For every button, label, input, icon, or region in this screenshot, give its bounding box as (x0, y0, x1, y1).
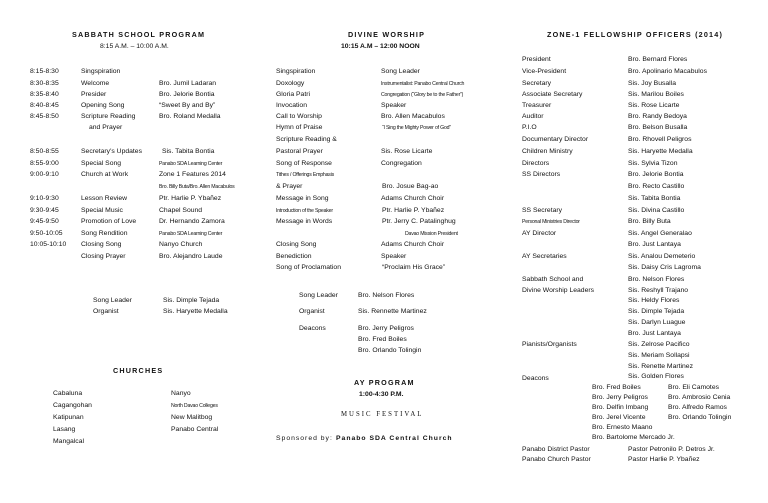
dw-row-item: Closing Song (276, 241, 317, 248)
ss-organist-label: Organist (93, 308, 119, 315)
dw-row-person: Bro. Allen Macabulos (381, 113, 445, 120)
officer-role: Secretary (522, 80, 552, 87)
ss-row-time: 8:40-8:45 (30, 102, 59, 109)
ss-row-person: Panabo SDA Learning Center (159, 161, 223, 167)
church-name: Katipunan (53, 414, 84, 421)
officer-deacon-name: Bro. Eli Camotes (668, 384, 719, 391)
officer-deacon-name: Bro. Jerry Peligros (592, 394, 648, 401)
dw-row-person: Adams Church Choir (381, 241, 445, 248)
officer-name: Sis. Rose Licarte (628, 102, 680, 109)
ss-row-time: 9:10-9:30 (30, 195, 59, 202)
ss-row-item: and Prayer (89, 124, 123, 131)
church-pastor-name: Pastor Harlie P. Ybañez (628, 456, 700, 463)
dw-row-item: Tithes / Offerings Emphasis (276, 172, 335, 178)
officer-deacon-name: Bro. Bartolome Mercado Jr. (592, 434, 675, 441)
ss-row-person: Bro. Roland Medalla (159, 113, 221, 120)
officer-name: Sis. Dimple Tejada (628, 308, 685, 315)
officer-name: Bro. Apolinario Macabulos (628, 68, 707, 75)
ss-row-item: Special Music (81, 207, 123, 214)
officer-deacon-name: Bro. Alfredo Ramos (668, 404, 727, 411)
dw-row-person: Congregation (381, 160, 422, 167)
dw-row-person: Speaker (381, 253, 407, 260)
officer-role: Personal Ministries Director (522, 219, 580, 225)
officer-deacon-name: Bro. Ambrosio Cenia (668, 394, 731, 401)
officer-name: Sis. Analou Demeterio (628, 253, 696, 260)
officer-name: Bro. Billy Buta (628, 218, 671, 225)
dw-row-item: Scripture Reading & (276, 136, 337, 143)
church-pastor-label: Panabo Church Pastor (522, 456, 591, 463)
divine-worship-title: DIVINE WORSHIP (348, 30, 426, 39)
officer-name: Sis. Renette Martinez (628, 363, 693, 370)
dw-row-item: Song of Proclamation (276, 264, 341, 271)
ss-row-item: Opening Song (81, 102, 125, 109)
church-name: Nanyo (171, 390, 191, 397)
dw-deacon-name: Bro. Orlando Tolingin (358, 347, 422, 354)
dw-row-item: Hymn of Praise (276, 124, 323, 131)
ss-row-item: Welcome (81, 80, 110, 87)
ss-row-time: 8:55-9:00 (30, 160, 59, 167)
ay-program-title: AY PROGRAM (354, 378, 415, 387)
dw-row-person: Congregation (“Glory be to the Father”) (381, 92, 464, 98)
sabbath-school-time: 8:15 A.M. – 10:00 A.M. (100, 43, 169, 50)
ss-song-leader-label: Song Leader (93, 297, 132, 304)
officer-role: Associate Secretary (522, 91, 583, 98)
officer-deacon-name: Bro. Ernesto Maano (592, 424, 653, 431)
ss-row-person: “Sweet By and By” (159, 102, 216, 109)
officer-name: Bro. Nelson Flores (628, 276, 685, 283)
dw-row-item: Introduction of the Speaker (276, 208, 333, 214)
off-deacons-label: Deacons (522, 375, 549, 382)
officer-name: Sis. Sylvia Tizon (628, 160, 678, 167)
ay-program-time: 1:00-4:30 P.M. (359, 391, 404, 398)
officer-name: Sis. Meriam Sollapsi (628, 352, 690, 359)
dw-row-person: Sis. Rose Licarte (381, 148, 433, 155)
officer-role: Directors (522, 160, 550, 167)
officer-role: Children Ministry (522, 148, 573, 155)
officer-deacon-name: Bro. Delfin Imbang (592, 404, 649, 411)
ss-row-item: Singspiration (81, 68, 121, 75)
ss-row-time: 9:30-9:45 (30, 207, 59, 214)
ay-event-name: MUSIC FESTIVAL (341, 411, 424, 418)
ss-row-time: 8:35-8:40 (30, 91, 59, 98)
ss-row-item: Closing Prayer (81, 253, 126, 260)
ss-row-time: 10:05-10:10 (30, 241, 67, 248)
church-name: Cabaluna (53, 390, 83, 397)
ss-row-person: Chapel Sound (159, 207, 203, 214)
officer-role: SS Directors (522, 171, 561, 178)
ss-row-person: Bro. Jumil Ladaran (159, 80, 217, 87)
officer-name: Bro. Just Lantaya (628, 330, 681, 337)
officer-name: Sis. Zelrose Pacifico (628, 341, 690, 348)
ss-row-person: Panabo SDA Learning Center (159, 231, 223, 237)
dw-row-item: Benediction (276, 253, 312, 260)
officer-deacon-name: Bro. Fred Boiles (592, 384, 641, 391)
ss-row-person: Dr. Hernando Zamora (159, 218, 225, 225)
ss-row-item: Song Rendition (81, 230, 128, 237)
dw-organist-name: Sis. Rennette Martinez (358, 308, 427, 315)
officers-title: ZONE-1 FELLOWSHIP OFFICERS (2014) (547, 30, 724, 39)
dw-row-person: Song Leader (381, 68, 420, 75)
officer-name: Sis. Heldy Flores (628, 297, 680, 304)
officer-name: Bro. Rhovell Peligros (628, 136, 692, 143)
officer-name: Sis. Tabita Bontia (628, 195, 681, 202)
officer-name: Bro. Belson Busalla (628, 124, 688, 131)
church-name: New Malitbog (171, 414, 213, 421)
officer-name: Sis. Darlyn Luague (628, 319, 686, 326)
church-name: Cagangohan (53, 402, 92, 409)
divine-worship-time: 10:15 A.M – 12:00 NOON (341, 43, 420, 50)
officer-name: Bro. Bernard Flores (628, 56, 688, 63)
dw-row-item: Invocation (276, 102, 307, 109)
dw-row-person: Ptr. Jerry C. Patalinghug (382, 218, 456, 225)
officer-name: Bro. Jelorie Bontia (628, 171, 684, 178)
ss-row-item: Closing Song (81, 241, 122, 248)
officer-name: Sis. Golden Flores (628, 373, 684, 380)
officer-role: Vice-President (522, 68, 567, 75)
dw-row-person: “Proclaim His Grace” (382, 264, 446, 271)
ss-organist-name: Sis. Haryette Medalla (163, 308, 228, 315)
ss-row-person: Ptr. Harlie P. Ybañez (159, 195, 222, 202)
officer-name: Bro. Recto Castillo (628, 183, 685, 190)
officer-role: Documentary Director (522, 136, 589, 143)
ss-row-time: 9:45-9:50 (30, 218, 59, 225)
dw-row-person: Instrumentalist: Panabo Central Church (381, 81, 465, 87)
church-name: North Davao Colleges (171, 403, 218, 409)
dw-song-leader-name: Bro. Nelson Flores (358, 292, 415, 299)
dw-row-item: Song of Response (276, 160, 332, 167)
ss-row-time: 9:50-10:05 (30, 230, 63, 237)
ss-row-person: Bro. Billy Buta/Bro. Allen Macabulos (159, 184, 235, 190)
officer-name: Sis. Joy Busalla (628, 80, 676, 87)
officer-name: Sis. Marilou Boiles (628, 91, 684, 98)
sabbath-school-title: SABBATH SCHOOL PROGRAM (72, 30, 206, 39)
dw-organist-label: Organist (299, 308, 325, 315)
dw-deacon-name: Bro. Jerry Peligros (358, 325, 414, 332)
officer-role: Treasurer (522, 102, 552, 109)
district-pastor-label: Panabo District Pastor (522, 446, 590, 453)
ss-row-item: Presider (81, 91, 107, 98)
ss-row-time: 8:45-8:50 (30, 113, 59, 120)
ss-row-time: 9:00-9:10 (30, 171, 59, 178)
dw-deacon-name: Bro. Fred Boiles (358, 336, 407, 343)
ss-row-person: Bro. Alejandro Laude (159, 253, 223, 260)
district-pastor-name: Pastor Petronilo P. Detros Jr. (628, 446, 715, 453)
churches-title: CHURCHES (113, 366, 164, 375)
officer-role: SS Secretary (522, 207, 563, 214)
officer-role: Auditor (522, 113, 544, 120)
officer-role: AY Secretaries (522, 253, 567, 260)
ay-sponsor-prefix: Sponsored by: (276, 435, 333, 442)
ss-song-leader-name: Sis. Dimple Tejada (163, 297, 220, 304)
ss-row-item: Special Song (81, 160, 122, 167)
ss-row-item: Scripture Reading (81, 113, 136, 120)
officer-deacon-name: Bro. Orlando Tolingin (668, 414, 732, 421)
dw-row-person: Ptr. Harlie P. Ybañez (382, 207, 445, 214)
church-name: Mangalcal (53, 438, 84, 445)
dw-row-item: Call to Worship (276, 113, 322, 120)
ss-row-item: Church at Work (81, 171, 129, 178)
dw-row-person: Bro. Josue Bag-ao (382, 183, 439, 190)
officer-role: Sabbath School and (522, 276, 584, 283)
ss-row-person: Zone 1 Features 2014 (159, 171, 226, 178)
ss-row-time: 8:50-8:55 (30, 148, 59, 155)
dw-row-item: Pastoral Prayer (276, 148, 323, 155)
dw-row-person: Adams Church Choir (381, 195, 445, 202)
dw-row-item: Gloria Patri (276, 91, 310, 98)
dw-row-person: Speaker (381, 102, 407, 109)
ss-row-person: Bro. Jelorie Bontia (159, 91, 215, 98)
dw-song-leader-label: Song Leader (299, 292, 338, 299)
officer-deacon-name: Bro. Jerel Vicente (592, 414, 646, 421)
church-name: Lasang (53, 426, 76, 433)
dw-row-item: Doxology (276, 80, 305, 87)
ss-row-time: 8:15-8:30 (30, 68, 59, 75)
dw-row-item: Message in Song (276, 195, 329, 202)
officer-role: Pianists/Organists (522, 341, 577, 348)
officer-role: P.I.O (522, 124, 537, 131)
officer-name: Sis. Daisy Cris Lagroma (628, 264, 701, 271)
officer-name: Bro. Randy Bedoya (628, 113, 687, 120)
dw-row-item: Singspiration (276, 68, 316, 75)
ss-row-time: 8:30-8:35 (30, 80, 59, 87)
officer-role: President (522, 56, 551, 63)
officer-name: Sis. Reshyll Trajano (628, 287, 689, 294)
ss-row-person: Sis. Tabita Bontia (162, 148, 215, 155)
officer-name: Sis. Divina Castillo (628, 207, 685, 214)
ss-row-item: Promotion of Love (81, 218, 137, 225)
ss-row-item: Secretary's Updates (81, 148, 142, 155)
dw-row-item: & Prayer (276, 183, 303, 190)
officer-name: Bro. Just Lantaya (628, 241, 681, 248)
officer-role: AY Director (522, 230, 557, 237)
officer-role: Divine Worship Leaders (522, 287, 595, 294)
ay-sponsor-name: Panabo SDA Central Church (336, 435, 453, 442)
dw-row-person: Davao Mission President (405, 231, 458, 237)
officer-name: Sis. Haryette Medalla (628, 148, 693, 155)
dw-row-person: “I Sing the Mighty Power of God” (382, 125, 451, 131)
dw-deacons-label: Deacons (299, 325, 326, 332)
dw-row-item: Message in Words (276, 218, 333, 225)
church-name: Panabo Central (171, 426, 219, 433)
ss-row-item: Lesson Review (81, 195, 128, 202)
ss-row-person: Nanyo Church (159, 241, 203, 248)
officer-name: Sis. Angel Generalao (628, 230, 692, 237)
